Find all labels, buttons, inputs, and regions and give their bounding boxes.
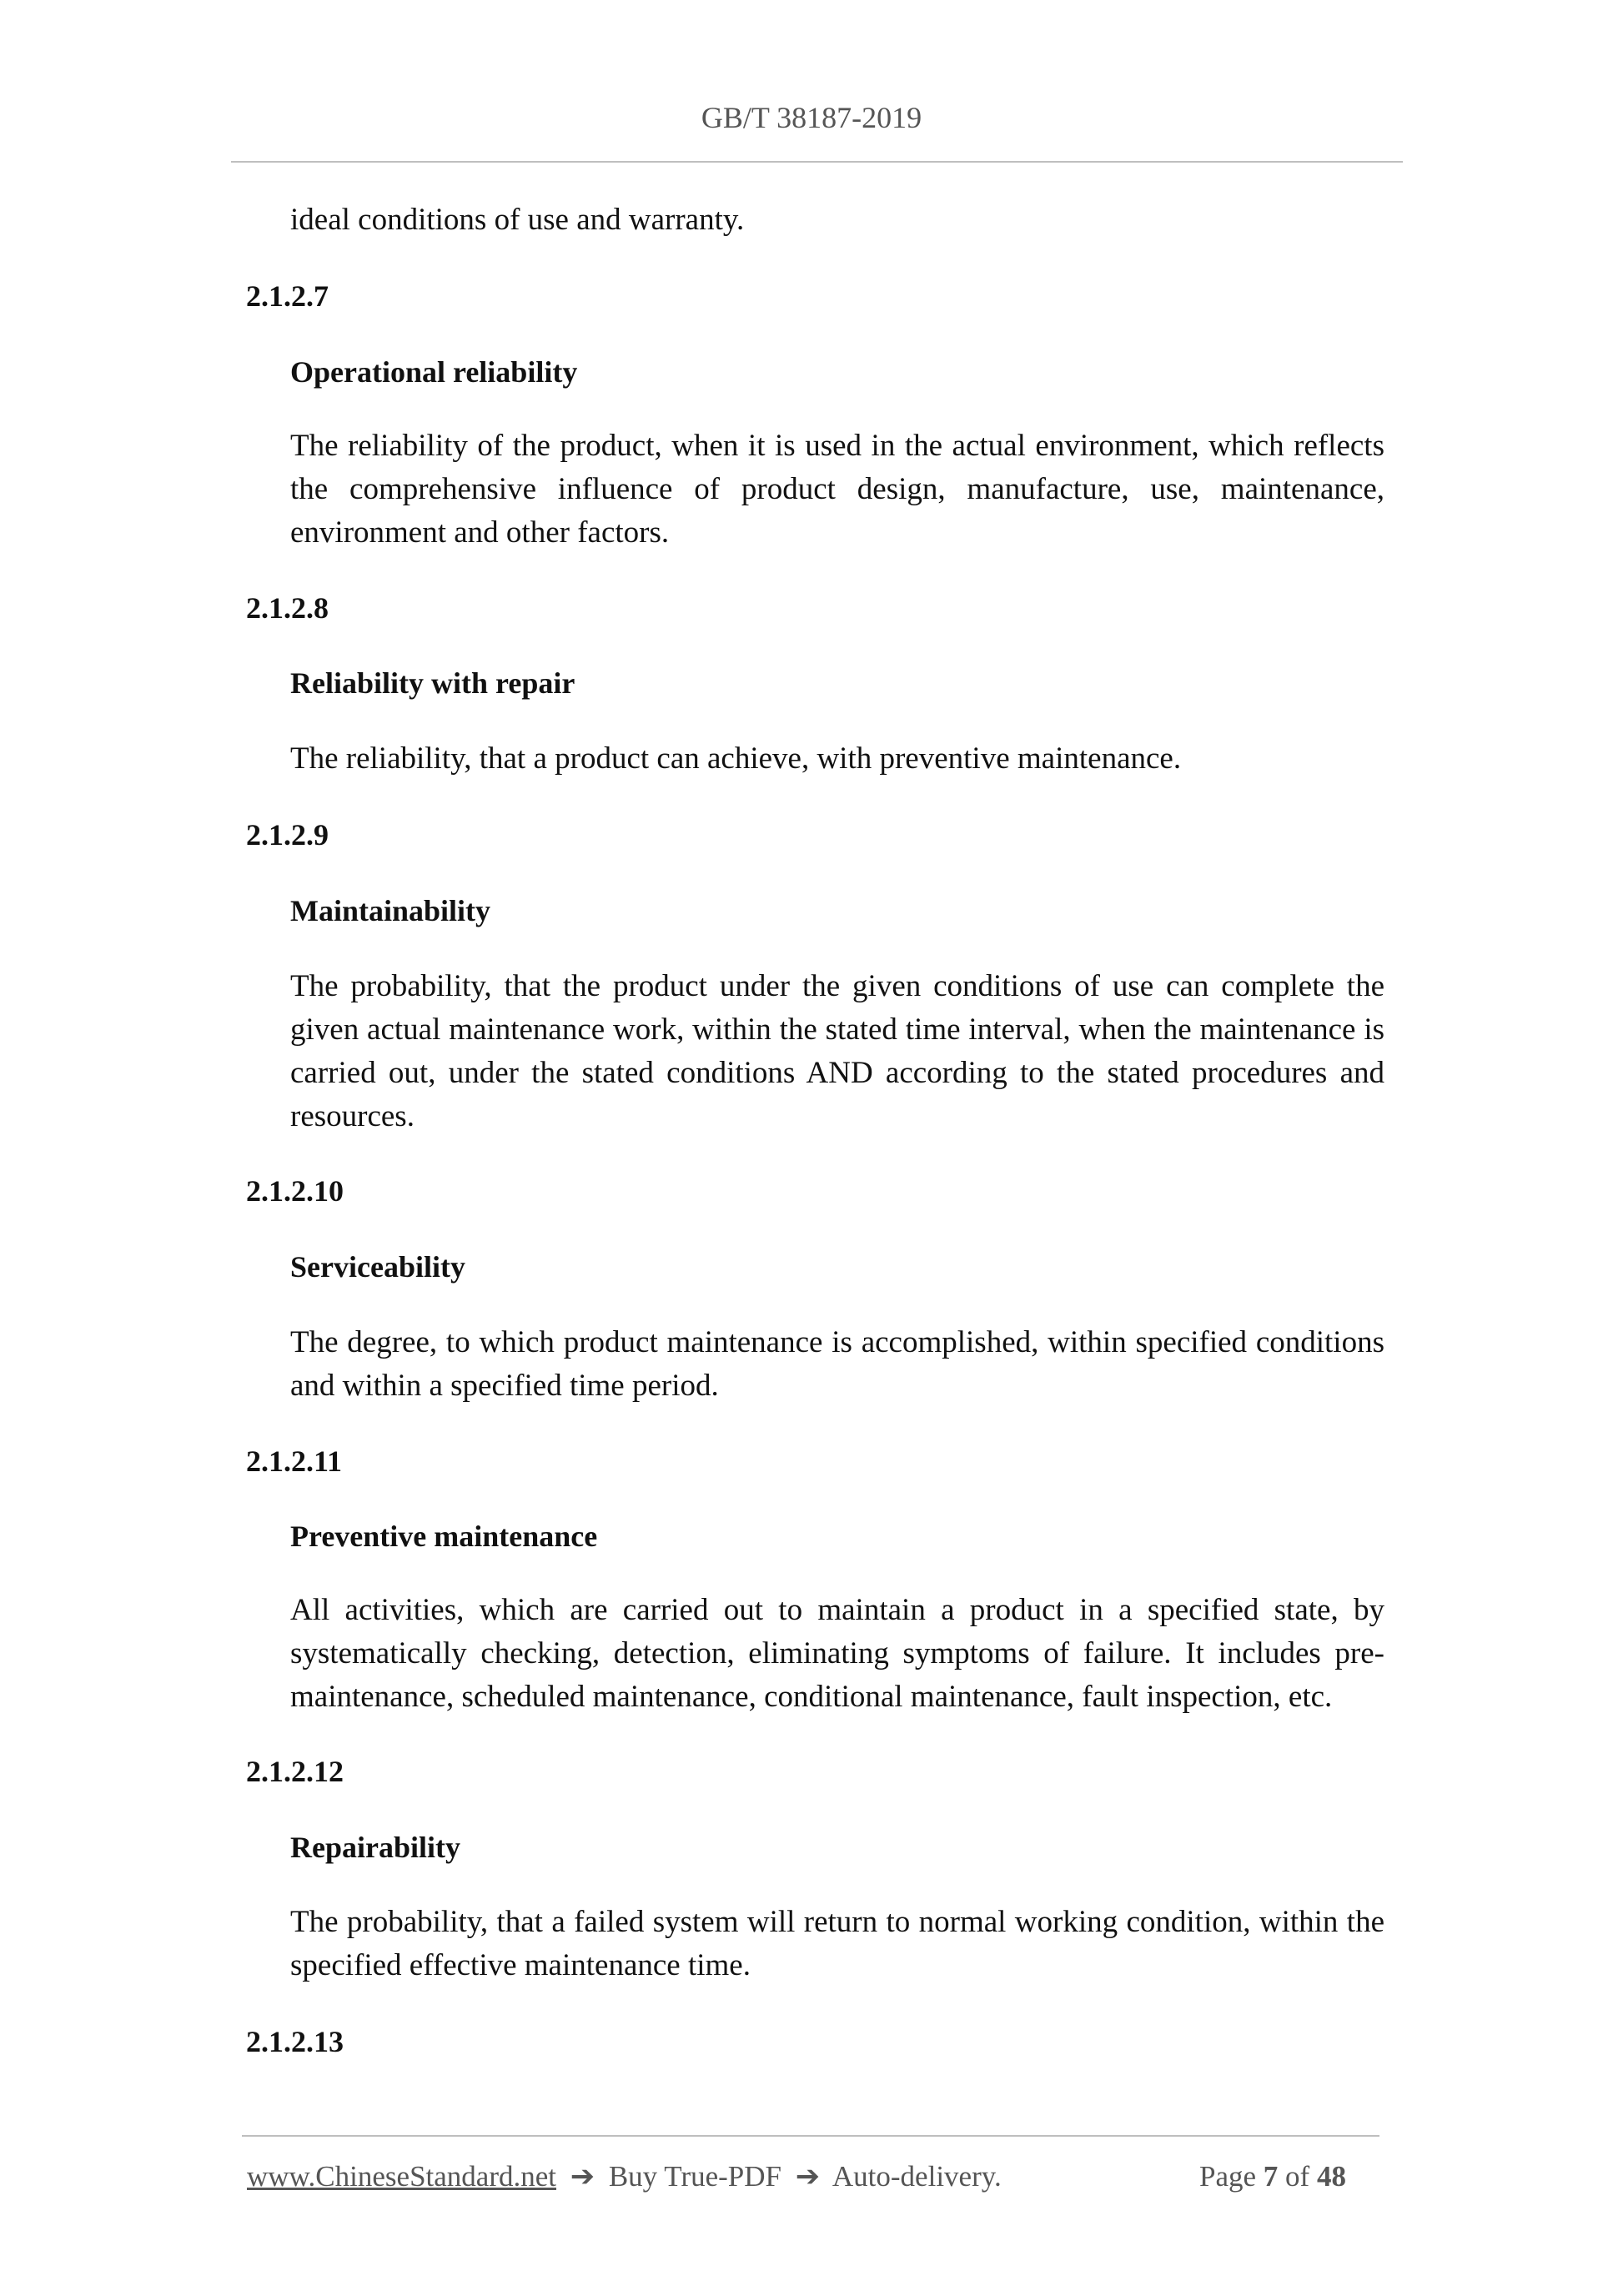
continued-definition: ideal conditions of use and warranty. (290, 203, 745, 237)
term-heading: Repairability (290, 1831, 460, 1864)
term-definition: The probability, that a failed system will return to normal working condition, within the specified effective maintenance time. (290, 1905, 1384, 1982)
arrow-right-icon: ➔ (795, 2160, 821, 2193)
clause-number: 2.1.2.11 (246, 1444, 343, 1478)
clause-number: 2.1.2.9 (246, 818, 329, 852)
clause-number: 2.1.2.12 (246, 1755, 344, 1788)
footer-promo (247, 2160, 1002, 2193)
site-link[interactable]: www.ChineseStandard.net (247, 2160, 556, 2193)
term-definition: The reliability, that a product can achieve, with preventive maintenance. (290, 741, 1182, 776)
page-current: 7 (1263, 2160, 1279, 2193)
term-definition: The degree, to which product maintenance is accomplished, within specified conditions and within a specified time period. (290, 1325, 1384, 1403)
term-definition: The probability, that the product under the given conditions of use can complete the given actual maintenance work, within the stated time interval, when the maintenance is carried out, under the stated conditions AND according to the stated procedures and resources. (290, 969, 1384, 1133)
buy-pdf-text: Buy True-PDF (608, 2160, 781, 2193)
footer-divider (242, 2135, 1379, 2137)
arrow-right-icon: ➔ (570, 2160, 595, 2193)
clause-number: 2.1.2.13 (246, 2025, 344, 2058)
term-heading: Operational reliability (290, 355, 578, 389)
document-id-header: GB/T 38187-2019 (701, 101, 922, 134)
clause-number: 2.1.2.8 (246, 591, 329, 625)
term-heading: Serviceability (290, 1250, 465, 1284)
page-of-label: of (1285, 2160, 1310, 2193)
clause-number: 2.1.2.10 (246, 1174, 344, 1208)
term-definition: The reliability of the product, when it is used in the actual environment, which reflects the comprehensive influence of product design, manufacture, use, maintenance, environment and other factors. (290, 429, 1384, 550)
page-indicator (1199, 2160, 1346, 2193)
clause-number: 2.1.2.7 (246, 279, 329, 313)
term-heading: Maintainability (290, 894, 491, 927)
auto-delivery-text: Auto-delivery. (832, 2160, 1002, 2193)
page-label: Page (1199, 2160, 1257, 2193)
page-total: 48 (1316, 2160, 1346, 2193)
term-definition: All activities, which are carried out to maintain a product in a specified state, by systematically checking, detection, eliminating symptoms of failure. It includes pre-maintenance, scheduled maintenance, conditional maintenance, fault inspection, etc. (290, 1593, 1384, 1714)
term-heading: Reliability with repair (290, 666, 575, 700)
header-divider (231, 161, 1403, 163)
term-heading: Preventive maintenance (290, 1520, 598, 1553)
